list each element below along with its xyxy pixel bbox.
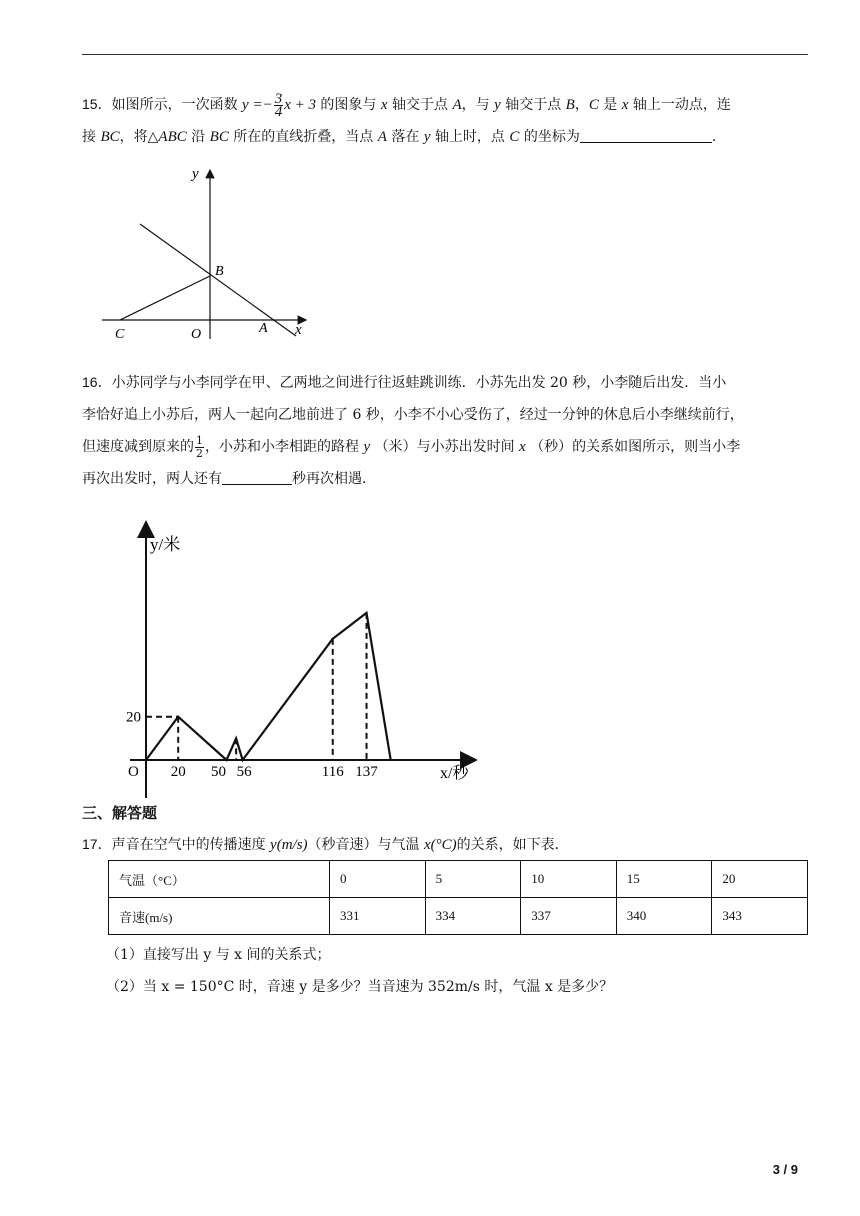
segment-bc: [120, 276, 210, 320]
question-15-text: 15．如图所示，一次函数 y =− $\frac{3}{4}$ x + 3 的图象与 x 轴交于点 A，与 y 轴交于点 B，C 是 x 轴上一动点，连 接 BC，将△ABC 沿 BC 所在的直线折叠，当点 A 落在 y 轴上时，点 C 的坐标为 ．: [82, 90, 731, 145]
question-17-text: 17．声音在空气中的传播速度 y(m/s)（秒音速）与气温 x(°C)的关系，如下表．: [82, 836, 569, 853]
answer-blank[interactable]: [222, 470, 292, 485]
point-a-label: A: [259, 321, 268, 336]
x-axis-label: x: [295, 322, 302, 338]
q15-figure: [96, 164, 316, 344]
question-number: 16．: [82, 374, 112, 390]
point-c-label: C: [115, 327, 125, 342]
x-tick-label: 20: [170, 764, 186, 780]
x-tick-label: 116: [321, 764, 344, 780]
question-16-text: 16．小苏同学与小李同学在甲、乙两地之间进行往返蛙跳训练．小苏先出发 20 秒，小李随后出发．当小 李恰好追上小苏后，两人一起向乙地前进了 6 秒，小李不小心受伤了，经过一分钟的休息后小李继续前行， 但速度减到原来的 $\frac{1}{2}$ ，小苏和小李相距的路程 y （米）与小苏出发时间 x （秒）的关系如图所示，则当小李 再次出发时，两人还有 秒再次相遇．: [82, 374, 744, 487]
page-number: 3 / 9: [772, 1162, 798, 1177]
x-tick-label: 56: [236, 764, 252, 780]
table-cell: 气温（°C）: [109, 861, 330, 898]
table-cell: 15: [616, 861, 712, 898]
table-cell: 331: [330, 898, 426, 935]
header-rule: [82, 54, 808, 55]
q16-distance-time-chart: [110, 516, 490, 806]
y-axis-label: y: [192, 166, 199, 182]
chart-x-axis-label: x/秒: [440, 765, 469, 782]
question-number: 17．: [82, 836, 112, 852]
table-cell: 10: [521, 861, 617, 898]
line-ab: [140, 224, 296, 336]
table-cell: 340: [616, 898, 712, 935]
section-title: 三、解答题: [82, 804, 158, 822]
y-tick-label: 20: [126, 709, 141, 726]
fraction: $\frac{3}{4}$: [274, 90, 283, 120]
point-b-label: B: [215, 264, 224, 279]
table-row: [109, 898, 808, 935]
equation-right: x + 3: [284, 97, 316, 113]
table-cell: 20: [712, 861, 808, 898]
equation-left: y =−: [242, 97, 273, 113]
temperature-speed-table: [108, 860, 808, 935]
table-cell: 5: [425, 861, 521, 898]
x-tick-label: 137: [355, 764, 378, 780]
chart-y-axis-label: y/米: [150, 535, 181, 554]
table-cell: 334: [425, 898, 521, 935]
table-cell: 343: [712, 898, 808, 935]
answer-blank[interactable]: [580, 128, 712, 143]
table-cell: 337: [521, 898, 617, 935]
origin-label: O: [191, 327, 202, 342]
sub-question-1: （1）直接写出 y 与 x 间的关系式；: [106, 947, 331, 963]
sub-question-2: （2）当 x = 150°C 时，音速 y 是多少？当音速为 352m/s 时，气温 x 是多少？: [106, 979, 614, 995]
table-cell: 0: [330, 861, 426, 898]
x-tick-label: 50: [210, 764, 226, 780]
question-number: 15．: [82, 96, 112, 112]
fraction: $\frac{1}{2}$: [196, 433, 203, 460]
series-line: [146, 613, 391, 760]
chart-origin-label: O: [128, 764, 139, 780]
table-cell: 音速(m/s): [109, 898, 330, 935]
table-row: [109, 861, 808, 898]
